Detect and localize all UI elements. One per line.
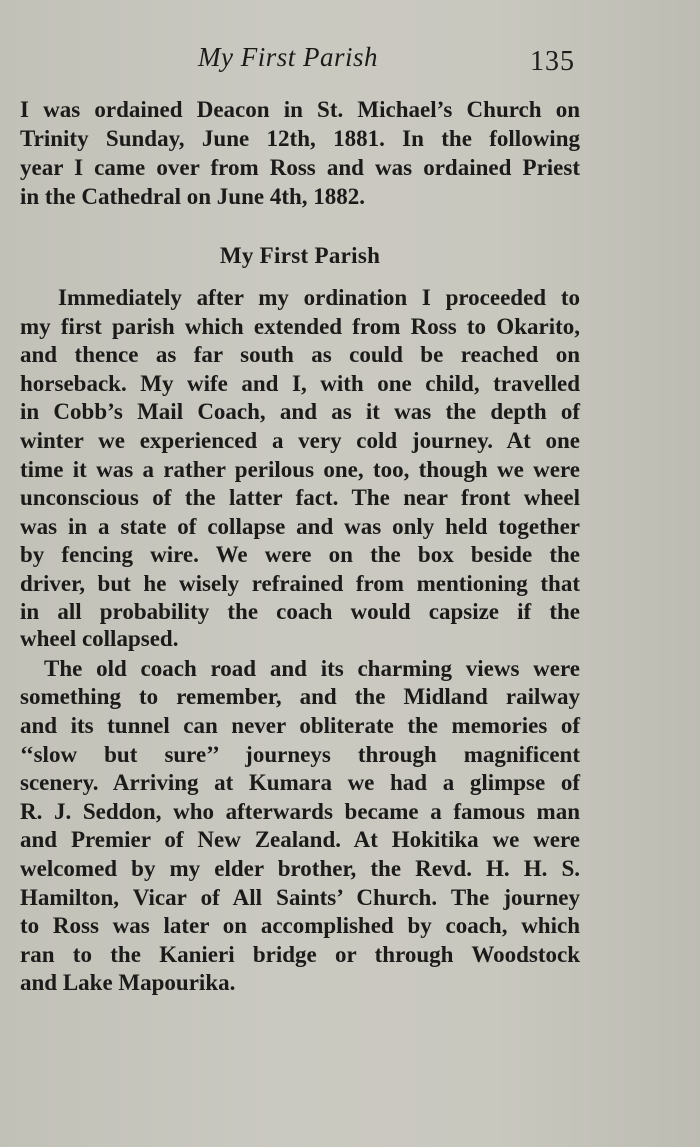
paragraph-line: The old coach road and its charming views were: [44, 656, 580, 681]
paragraph-line: something to remember, and the Midland railway: [20, 684, 580, 709]
paragraph-line: ‘‘slow but sure’’ journeys through magnificent: [20, 742, 580, 767]
paragraph-line: welcomed by my elder brother, the Revd. H. H. S.: [20, 856, 580, 881]
paragraph-line: by fencing wire. We were on the box beside the: [20, 542, 580, 567]
paragraph-line: Immediately after my ordination I proceeded to: [58, 285, 580, 310]
intro-line: I was ordained Deacon in St. Michael’s Church on: [20, 97, 580, 122]
paragraph-line: in Cobb’s Mail Coach, and as it was the depth of: [20, 399, 580, 424]
paragraph-line: winter we experienced a very cold journey. At one: [20, 428, 580, 453]
page-number: 135: [530, 46, 575, 77]
paragraph-line: to Ross was later on accomplished by coach, which: [20, 913, 580, 938]
paragraph-line: scenery. Arriving at Kumara we had a glimpse of: [20, 770, 580, 795]
paragraph-line: my first parish which extended from Ross to Okarito,: [20, 314, 580, 339]
paragraph-line: time it was a rather perilous one, too, though we were: [20, 457, 580, 482]
paragraph-line: unconscious of the latter fact. The near front wheel: [20, 485, 580, 510]
paragraph-line: and Lake Mapourika.: [20, 970, 236, 995]
intro-line: Trinity Sunday, June 12th, 1881. In the following: [20, 126, 580, 151]
paragraph-line: R. J. Seddon, who afterwards became a famous man: [20, 799, 580, 824]
running-title: My First Parish: [198, 42, 378, 72]
paragraph-line: horseback. My wife and I, with one child, travelled: [20, 371, 580, 396]
paragraph-line: wheel collapsed.: [20, 626, 179, 651]
section-heading: My First Parish: [219, 243, 381, 268]
running-head: [0, 42, 700, 78]
paragraph-line: Hamilton, Vicar of All Saints’ Church. The journey: [20, 885, 580, 910]
intro-line: in the Cathedral on June 4th, 1882.: [20, 184, 366, 209]
paragraph-line: driver, but he wisely refrained from mentioning that: [20, 571, 580, 596]
intro-line: year I came over from Ross and was ordained Priest: [20, 155, 580, 180]
paragraph-line: and thence as far south as could be reached on: [20, 342, 580, 367]
paragraph-line: and Premier of New Zealand. At Hokitika we were: [20, 827, 580, 852]
paragraph-line: was in a state of collapse and was only held together: [20, 514, 580, 539]
paragraph-line: and its tunnel can never obliterate the memories of: [20, 713, 580, 738]
paragraph-line: in all probability the coach would capsize if the: [20, 599, 580, 624]
paragraph-line: ran to the Kanieri bridge or through Woodstock: [20, 942, 580, 967]
